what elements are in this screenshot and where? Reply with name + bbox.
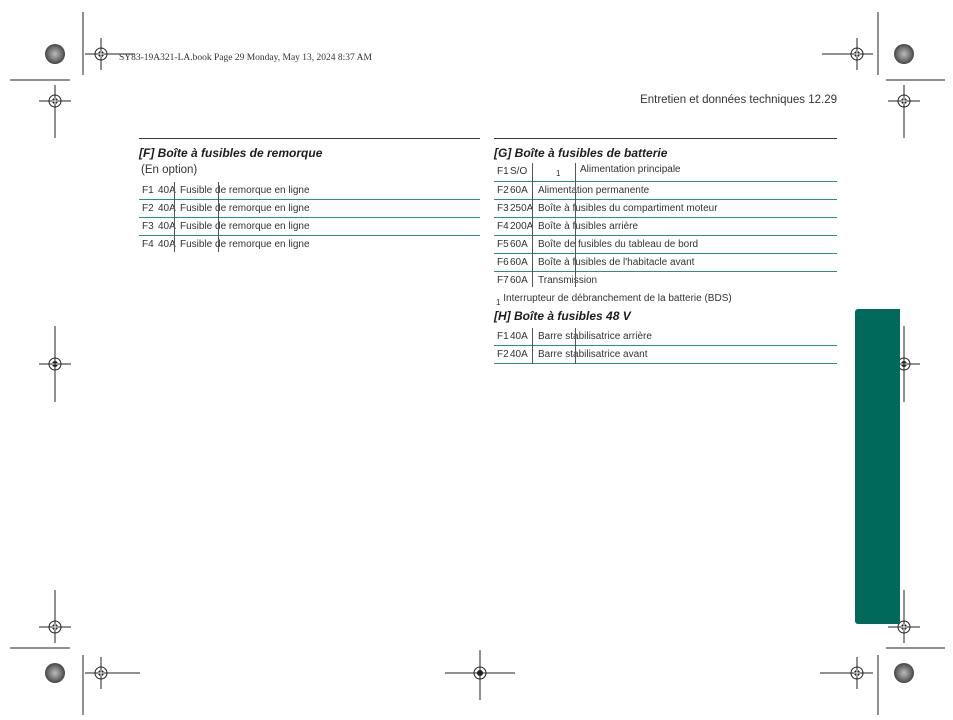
section-h-title: [H] Boîte à fusibles 48 V xyxy=(494,309,631,323)
fuse-description: Alimentation permanente xyxy=(538,185,650,196)
fuse-id: F5 xyxy=(497,239,509,250)
table-row xyxy=(494,200,837,218)
fuse-description: Transmission xyxy=(538,275,598,286)
fuse-rating: 60A xyxy=(510,257,528,268)
corner-dot-icon xyxy=(45,44,65,64)
fuse-rating: 60A xyxy=(510,275,528,286)
fuse-id: F1 xyxy=(142,185,154,196)
fuse-id: F2 xyxy=(497,185,509,196)
fuse-description: Boîte à fusibles du compartiment moteur xyxy=(538,203,718,214)
section-g-title: [G] Boîte à fusibles de batterie xyxy=(494,146,668,160)
section-f-note: (En option) xyxy=(141,164,198,176)
column-divider xyxy=(218,182,219,252)
table-row xyxy=(139,236,480,253)
section-f-table xyxy=(139,182,480,253)
fuse-rating: 250A xyxy=(510,203,534,214)
fuse-id: F4 xyxy=(497,221,509,232)
footnote-text: Interrupteur de débranchement de la batterie (BDS) xyxy=(503,293,732,304)
table-row xyxy=(494,254,837,272)
column-divider xyxy=(174,182,175,252)
running-head: Entretien et données techniques 12.29 xyxy=(640,94,837,106)
fuse-rating: 40A xyxy=(158,221,176,232)
section-f-rule xyxy=(139,138,480,139)
fuse-rating: 40A xyxy=(158,239,176,250)
file-info-header: SY83-19A321-LA.book Page 29 Monday, May 13, 2024 8:37 AM xyxy=(119,53,372,63)
column-divider xyxy=(575,163,576,287)
column-divider xyxy=(532,163,533,287)
fuse-rating: 40A xyxy=(510,331,528,342)
fuse-rating: 40A xyxy=(510,349,528,360)
fuse-description: Fusible de remorque en ligne xyxy=(180,203,310,214)
section-h-table xyxy=(494,328,837,364)
fuse-id: F1 xyxy=(497,331,509,342)
fuse-rating: 40A xyxy=(158,203,176,214)
table-row xyxy=(139,218,480,236)
table-row xyxy=(494,218,837,236)
section-g-rule xyxy=(494,138,837,139)
footnote-ref: 1 xyxy=(556,169,561,178)
fuse-rating: 60A xyxy=(510,239,528,250)
fuse-description: Fusible de remorque en ligne xyxy=(180,185,310,196)
fuse-id: F3 xyxy=(142,221,154,232)
fuse-rating: S/O xyxy=(510,166,528,177)
section-g-table xyxy=(494,161,837,289)
fuse-id: F7 xyxy=(497,275,509,286)
table-row xyxy=(494,346,837,363)
corner-dot-icon xyxy=(894,663,914,683)
table-row xyxy=(494,328,837,346)
fuse-rating: 60A xyxy=(510,185,528,196)
table-row xyxy=(494,161,837,182)
fuse-id: F1 xyxy=(497,166,509,177)
fuse-description: Alimentation principale xyxy=(580,164,681,175)
fuse-description: Fusible de remorque en ligne xyxy=(180,239,310,250)
section-f-title: [F] Boîte à fusibles de remorque xyxy=(139,146,323,160)
fuse-id: F2 xyxy=(497,349,509,360)
fuse-id: F3 xyxy=(497,203,509,214)
table-row xyxy=(494,182,837,200)
footnote-marker: 1 xyxy=(496,298,501,307)
fuse-description: Fusible de remorque en ligne xyxy=(180,221,310,232)
column-divider xyxy=(575,328,576,364)
fuse-description: Boîte à fusibles arrière xyxy=(538,221,639,232)
fuse-description: Boîte de fusibles du tableau de bord xyxy=(538,239,699,250)
fuse-description: Boîte à fusibles de l'habitacle avant xyxy=(538,257,695,268)
table-row xyxy=(139,200,480,218)
fuse-rating: 200A xyxy=(510,221,534,232)
table-row xyxy=(494,236,837,254)
fuse-id: F2 xyxy=(142,203,154,214)
column-divider xyxy=(532,328,533,364)
fuse-id: F4 xyxy=(142,239,154,250)
corner-dot-icon xyxy=(894,44,914,64)
corner-dot-icon xyxy=(45,663,65,683)
table-row xyxy=(494,272,837,289)
fuse-rating: 40A xyxy=(158,185,176,196)
section-g-footnote xyxy=(496,293,732,307)
table-row xyxy=(139,182,480,200)
chapter-tab xyxy=(855,309,900,624)
fuse-id: F6 xyxy=(497,257,509,268)
fuse-description: Barre stabilisatrice arrière xyxy=(538,331,652,342)
fuse-description: Barre stabilisatrice avant xyxy=(538,349,648,360)
